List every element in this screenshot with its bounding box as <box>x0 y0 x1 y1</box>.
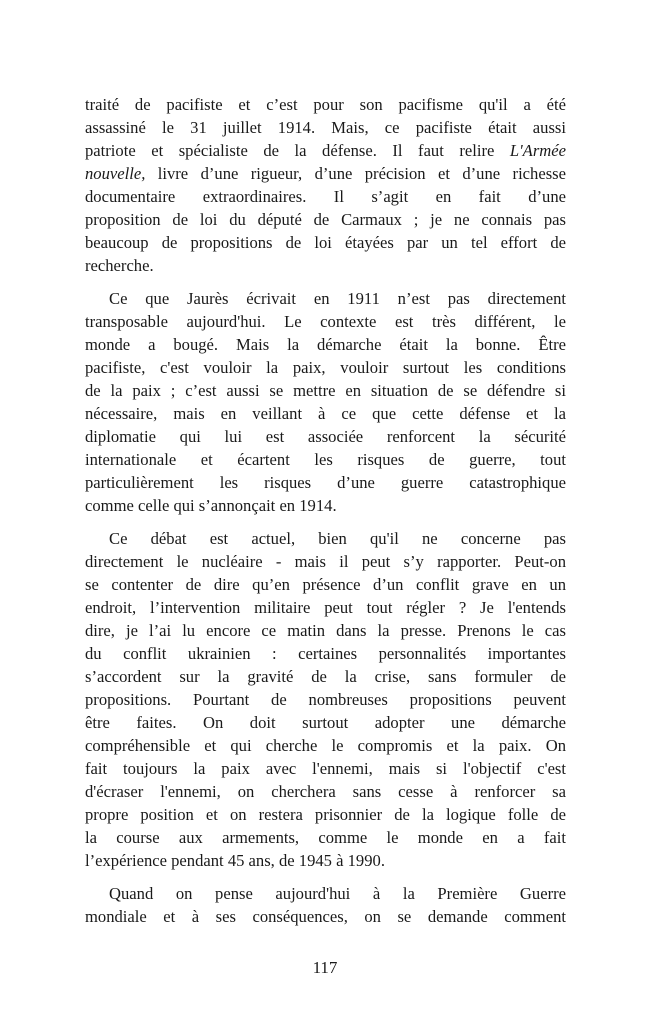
text-line: transposable aujourd'hui. Le contexte est très différent, le <box>85 312 566 331</box>
paragraph <box>85 287 566 517</box>
text-line: être faites. On doit surtout adopter une démarche <box>85 713 566 732</box>
text-segment: patriote et spécialiste de la défense. Il faut relire <box>85 141 510 160</box>
text-line: de la paix ; c’est aussi se mettre en situation de se défendre si <box>85 381 566 400</box>
text-line <box>85 139 566 162</box>
page-number: 117 <box>312 958 338 977</box>
text-line: comme celle qui s’annonçait en 1914. <box>85 496 337 515</box>
text-line: dire, je l’ai lu encore ce matin dans la presse. Prenons le cas <box>85 621 566 640</box>
text-line: particulièrement les risques d’une guerre catastrophique <box>85 473 566 492</box>
text-line: proposition de loi du député de Carmaux ; je ne connais pas <box>85 210 566 229</box>
text-line: s’accordent sur la gravité de la crise, sans formuler de <box>85 667 566 686</box>
text-line: se contenter de dire qu’en présence d’un conflit grave en un <box>85 575 566 594</box>
paragraph <box>85 93 566 277</box>
text-line: propositions. Pourtant de nombreuses propositions peuvent <box>85 690 566 709</box>
text-line: internationale et écartent les risques de guerre, tout <box>85 450 566 469</box>
text-line: documentaire extraordinaires. Il s’agit en fait d’une <box>85 187 566 206</box>
text-line: nécessaire, mais en veillant à ce que cette défense et la <box>85 404 566 423</box>
text-line: propre position et on restera prisonnier de la logique folle de <box>85 805 566 824</box>
text-line: assassiné le 31 juillet 1914. Mais, ce pacifiste était aussi <box>85 118 566 137</box>
text-line: recherche. <box>85 256 154 275</box>
text-line: traité de pacifiste et c’est pour son pacifisme qu'il a été <box>85 95 566 114</box>
text-line: fait toujours la paix avec l'ennemi, mais si l'objectif c'est <box>85 759 566 778</box>
text-line: mondiale et à ses conséquences, on se demande comment <box>85 907 566 926</box>
text-line: la course aux armements, comme le monde en a fait <box>85 828 566 847</box>
book-title-italic: L'Armée <box>509 141 566 160</box>
text-line: endroit, l’intervention militaire peut tout régler ? Je l'entends <box>85 598 566 617</box>
text-line: monde a bougé. Mais la démarche était la bonne. Être <box>85 335 566 354</box>
page-body <box>85 93 566 938</box>
text-line: beaucoup de propositions de loi étayées par un tel effort de <box>85 233 566 252</box>
text-line: Ce débat est actuel, bien qu'il ne concerne pas <box>109 529 566 548</box>
text-line: Ce que Jaurès écrivait en 1911 n’est pas directement <box>109 289 566 308</box>
text-line <box>85 162 566 185</box>
text-line: d'écraser l'ennemi, on cherchera sans cesse à renforcer sa <box>85 782 566 801</box>
text-line: pacifiste, c'est vouloir la paix, vouloir surtout les conditions <box>85 358 566 377</box>
book-title-italic: nouvelle, <box>85 164 146 183</box>
text-segment: livre d’une rigueur, d’une précision et d’une richesse <box>145 164 566 183</box>
text-line: l’expérience pendant 45 ans, de 1945 à 1990. <box>85 851 385 870</box>
paragraph <box>85 882 566 928</box>
text-line: directement le nucléaire - mais il peut s’y rapporter. Peut-on <box>85 552 566 571</box>
text-line: du conflit ukrainien : certaines personnalités importantes <box>85 644 566 663</box>
text-line: compréhensible et qui cherche le compromis et la paix. On <box>85 736 566 755</box>
text-line: Quand on pense aujourd'hui à la Première Guerre <box>109 884 566 903</box>
paragraph <box>85 527 566 872</box>
text-line: diplomatie qui lui est associée renforcent la sécurité <box>85 427 566 446</box>
